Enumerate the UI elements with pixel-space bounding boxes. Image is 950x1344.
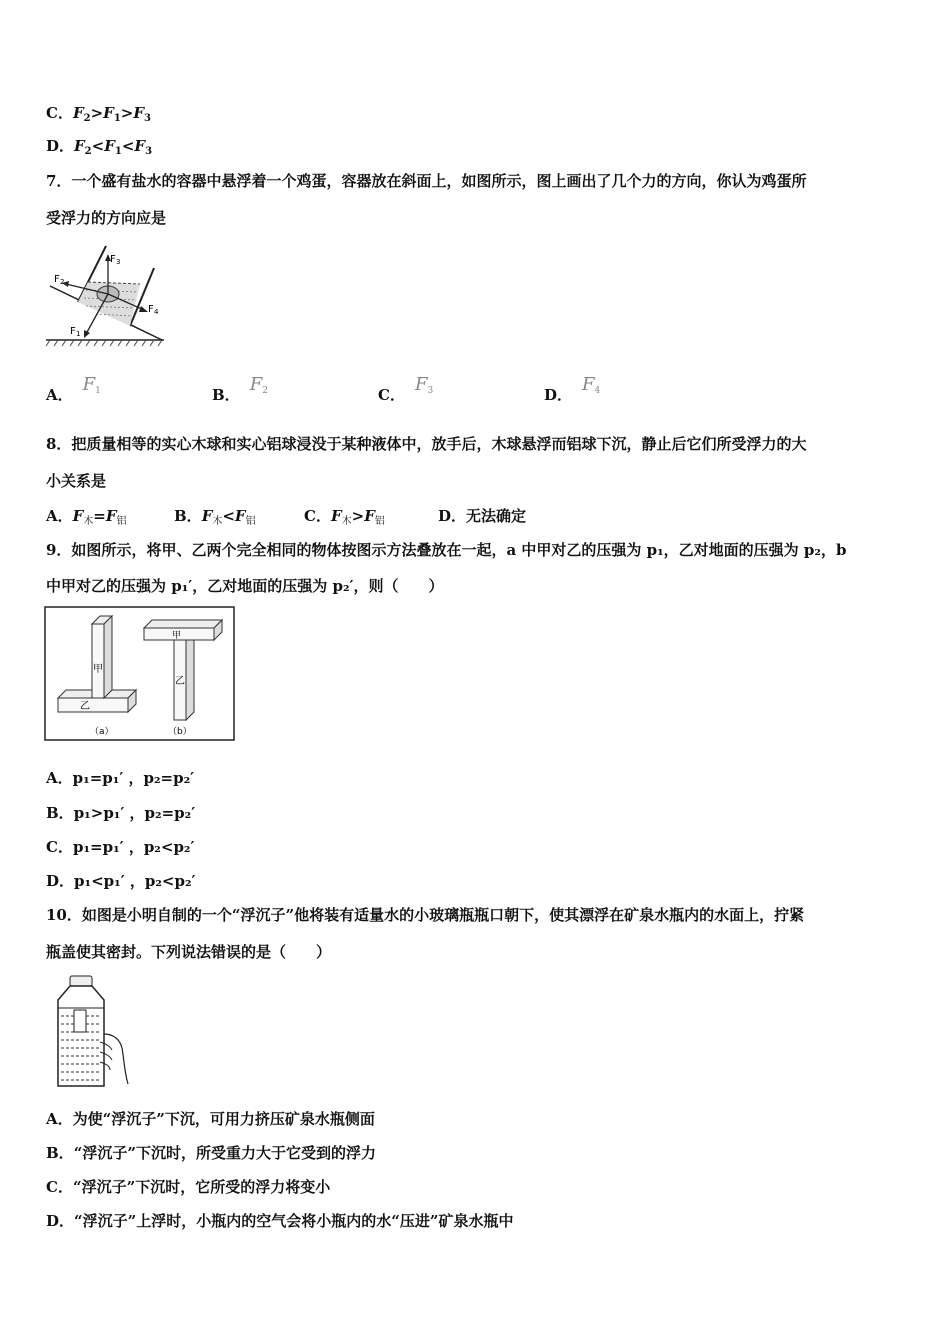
f2-label: F xyxy=(54,274,60,285)
q9-option-c[interactable]: C．p₁=p₁′ ，p₂<p₂′ xyxy=(46,838,195,856)
q8-option-c[interactable]: C．$F_木>F_铝$ xyxy=(304,507,385,527)
q10-bottle-figure xyxy=(50,974,132,1092)
svg-text:1: 1 xyxy=(76,330,81,338)
f1-label: F xyxy=(70,326,76,337)
q9-option-a[interactable]: A．p₁=p₁′ ，p₂=p₂′ xyxy=(46,769,195,787)
option-label: C． xyxy=(46,104,73,122)
q9-stem-line2: 中甲对乙的压强为 p₁′，乙对地面的压强为 p₂′，则（ ） xyxy=(46,577,444,595)
q7-option-c[interactable]: C． $F_3$ xyxy=(378,374,434,404)
svg-text:甲: 甲 xyxy=(172,631,182,641)
svg-text:（a）: （a） xyxy=(90,727,114,737)
svg-text:4: 4 xyxy=(154,308,159,316)
svg-text:甲: 甲 xyxy=(93,664,103,675)
q9-stacking-figure xyxy=(44,606,236,742)
q10-option-d[interactable]: D．“浮沉子”上浮时，小瓶内的空气会将小瓶内的水“压进”矿泉水瓶中 xyxy=(46,1212,514,1230)
f3-label: F xyxy=(110,254,116,265)
q7-option-b[interactable]: B． $F_2$ xyxy=(212,374,268,404)
q7-option-a[interactable]: A． $F_1$ xyxy=(46,374,101,404)
svg-text:3: 3 xyxy=(116,258,121,266)
svg-text:（b）: （b） xyxy=(168,727,192,737)
svg-text:乙: 乙 xyxy=(175,676,185,687)
q8-stem-line2: 小关系是 xyxy=(46,472,107,490)
q10-option-b[interactable]: B．“浮沉子”下沉时，所受重力大于它受到的浮力 xyxy=(46,1144,376,1162)
q6-option-d[interactable]: D．$F_2<F_1<F_3$ xyxy=(46,137,153,157)
q7-incline-figure xyxy=(44,242,168,348)
svg-text:乙: 乙 xyxy=(80,701,90,712)
q7-stem-line2: 受浮力的方向应是 xyxy=(46,209,167,227)
q9-stem-line1: 9．如图所示，将甲、乙两个完全相同的物体按图示方法叠放在一起，a 中甲对乙的压强为 p₁，乙对地面的压强为 p₂，b xyxy=(46,541,847,559)
option-label: D． xyxy=(46,137,75,155)
q8-stem-line1: 8．把质量相等的实心木球和实心铝球浸没于某种液体中，放手后，木球悬浮而铝球下沉，静止后它们所受浮力的大 xyxy=(46,435,807,453)
q9-option-d[interactable]: D．p₁<p₁′ ，p₂<p₂′ xyxy=(46,872,196,890)
q8-option-a[interactable]: A．$F_木=F_铝$ xyxy=(46,507,127,527)
q8-option-b[interactable]: B．$F_木<F_铝$ xyxy=(174,507,256,527)
q10-stem-line2: 瓶盖使其密封。下列说法错误的是（ ） xyxy=(46,943,332,961)
q10-option-c[interactable]: C．“浮沉子”下沉时，它所受的浮力将变小 xyxy=(46,1178,331,1196)
q6-option-c[interactable]: C．$F_2>F_1>F_3$ xyxy=(46,104,151,124)
q10-option-a[interactable]: A．为使“浮沉子”下沉，可用力挤压矿泉水瓶侧面 xyxy=(46,1110,375,1128)
f4-label: F xyxy=(148,304,154,315)
svg-text:2: 2 xyxy=(60,278,65,286)
q7-stem-line1: 7．一个盛有盐水的容器中悬浮着一个鸡蛋，容器放在斜面上，如图所示，图上画出了几个力的方向，你认为鸡蛋所 xyxy=(46,172,807,190)
q8-option-d[interactable]: D．无法确定 xyxy=(438,507,527,525)
q7-option-d[interactable]: D． $F_4$ xyxy=(544,374,601,404)
q9-option-b[interactable]: B．p₁>p₁′ ，p₂=p₂′ xyxy=(46,804,196,822)
q10-stem-line1: 10．如图是小明自制的一个“浮沉子”他将装有适量水的小玻璃瓶瓶口朝下，使其漂浮在矿泉水瓶内的水面上，拧紧 xyxy=(46,906,805,924)
